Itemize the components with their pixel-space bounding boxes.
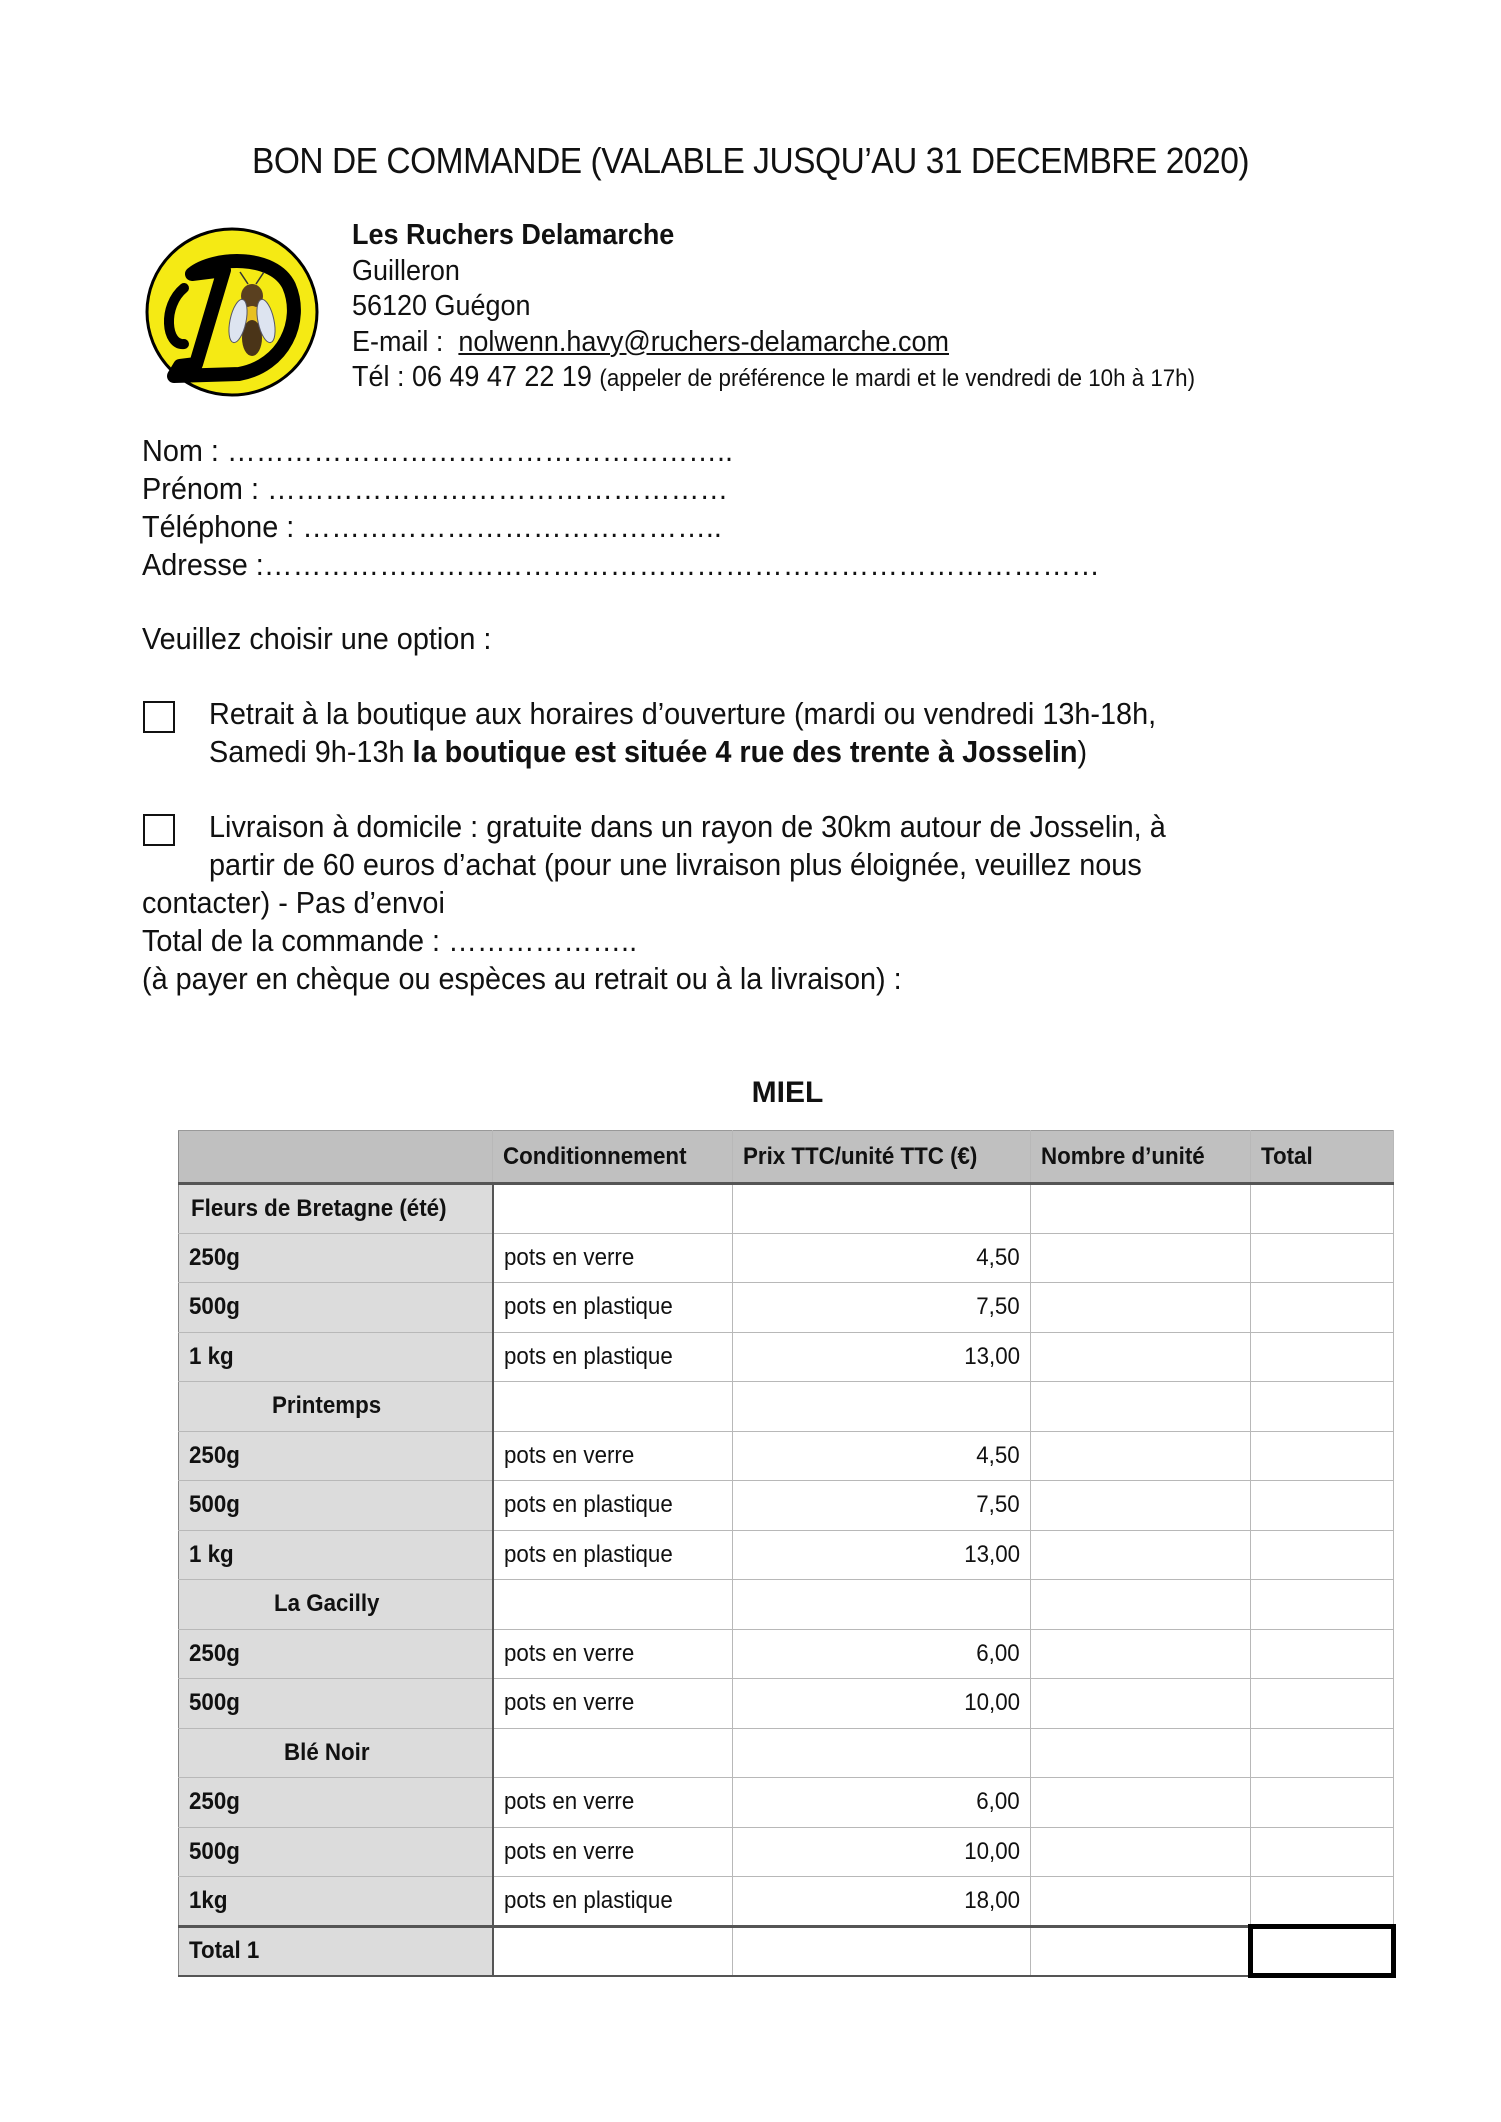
- cell-total[interactable]: [1251, 1580, 1394, 1630]
- cell-prix: 18,00: [733, 1877, 1031, 1927]
- cell-prix: 13,00: [733, 1332, 1031, 1382]
- cell-total[interactable]: [1251, 1728, 1394, 1778]
- field-adresse[interactable]: Adresse :……………………………………………………………………………: [142, 547, 1100, 582]
- table-row-category: [179, 1184, 1394, 1234]
- table-row-category: [179, 1728, 1394, 1778]
- cell-conditionnement: [493, 1184, 733, 1234]
- cell-total[interactable]: [1251, 1233, 1394, 1283]
- field-nom[interactable]: Nom : ……………………………………………..: [142, 433, 734, 468]
- table-row: [179, 1332, 1394, 1382]
- total-commande-field[interactable]: Total de la commande : ………………..: [142, 923, 638, 958]
- cell-nombre[interactable]: [1031, 1431, 1251, 1481]
- table-row: [179, 1877, 1394, 1927]
- table-row: [179, 1827, 1394, 1877]
- cell-conditionnement: pots en verre: [493, 1233, 733, 1283]
- cell-prix: 7,50: [733, 1283, 1031, 1333]
- cell-nombre[interactable]: [1031, 1679, 1251, 1729]
- row-label: Fleurs de Bretagne (été): [179, 1184, 493, 1234]
- section-title-miel: MIEL: [751, 1076, 824, 1109]
- phone-number: Tél : 06 49 47 22 19: [352, 361, 592, 393]
- cell-conditionnement: pots en verre: [493, 1629, 733, 1679]
- options-prompt: Veuillez choisir une option :: [142, 621, 492, 656]
- cell-total[interactable]: [1251, 1827, 1394, 1877]
- cell-prix: [733, 1184, 1031, 1234]
- email-label: E-mail :: [352, 325, 451, 358]
- cell-conditionnement: pots en verre: [493, 1679, 733, 1729]
- retrait-hours: Samedi 9h-13h: [209, 734, 413, 769]
- cell-nombre[interactable]: [1031, 1283, 1251, 1333]
- row-label: 1 kg: [179, 1530, 493, 1580]
- retrait-paren: ): [1077, 734, 1088, 769]
- email-link[interactable]: nolwenn.havy@ruchers-delamarche.com: [458, 325, 949, 358]
- livraison-line3: contacter) - Pas d’envoi: [142, 885, 445, 920]
- table-header-row: [179, 1131, 1394, 1184]
- retrait-line1: Retrait à la boutique aux horaires d’ouverture (mardi ou vendredi 13h-18h,: [209, 696, 1157, 731]
- table-row: [179, 1481, 1394, 1531]
- cell-prix: 10,00: [733, 1679, 1031, 1729]
- cell-conditionnement: [493, 1382, 733, 1432]
- header-product: [179, 1131, 493, 1184]
- cell-prix: [733, 1728, 1031, 1778]
- row-label: 500g: [179, 1827, 493, 1877]
- table-row-category: [179, 1580, 1394, 1630]
- cell-total[interactable]: [1251, 1431, 1394, 1481]
- cell-total[interactable]: [1251, 1481, 1394, 1531]
- cell-conditionnement: pots en plastique: [493, 1283, 733, 1333]
- retrait-checkbox[interactable]: [143, 701, 175, 733]
- row-label: 1kg: [179, 1877, 493, 1927]
- row-label: Blé Noir: [179, 1728, 493, 1778]
- row-label: 500g: [179, 1679, 493, 1729]
- email-line: [352, 325, 1195, 361]
- cell-total[interactable]: [1251, 1679, 1394, 1729]
- header-nombre: Nombre d’unité: [1031, 1131, 1251, 1184]
- cell-conditionnement: pots en plastique: [493, 1332, 733, 1382]
- cell-prix: 10,00: [733, 1827, 1031, 1877]
- document-title: BON DE COMMANDE (VALABLE JUSQU’AU 31 DECEMBRE 2020): [251, 140, 1250, 181]
- cell-total[interactable]: [1251, 1530, 1394, 1580]
- phone-note: (appeler de préférence le mardi et le vendredi de 10h à 17h): [599, 365, 1196, 392]
- cell-conditionnement: pots en plastique: [493, 1877, 733, 1927]
- cell-total[interactable]: [1251, 1184, 1394, 1234]
- table-row: [179, 1629, 1394, 1679]
- contact-block: [352, 218, 1195, 397]
- cell-prix: 7,50: [733, 1481, 1031, 1531]
- field-telephone[interactable]: Téléphone : ……………………………………..: [142, 509, 722, 544]
- cell-empty: [1031, 1926, 1251, 1976]
- cell-total[interactable]: [1251, 1332, 1394, 1382]
- payment-note: (à payer en chèque ou espèces au retrait ou à la livraison) :: [142, 961, 902, 996]
- table-row: [179, 1679, 1394, 1729]
- row-label: 500g: [179, 1283, 493, 1333]
- livraison-line2: partir de 60 euros d’achat (pour une livraison plus éloignée, veuillez nous: [209, 847, 1142, 882]
- row-label: Printemps: [179, 1382, 493, 1432]
- table-row: [179, 1778, 1394, 1828]
- cell-nombre[interactable]: [1031, 1877, 1251, 1927]
- cell-empty: [493, 1926, 733, 1976]
- cell-nombre[interactable]: [1031, 1332, 1251, 1382]
- address-line1: Guilleron: [352, 254, 460, 287]
- cell-nombre[interactable]: [1031, 1827, 1251, 1877]
- cell-conditionnement: pots en verre: [493, 1431, 733, 1481]
- header-conditionnement: Conditionnement: [493, 1131, 733, 1184]
- company-logo: [144, 226, 320, 398]
- cell-conditionnement: pots en plastique: [493, 1530, 733, 1580]
- row-label: 250g: [179, 1233, 493, 1283]
- cell-nombre[interactable]: [1031, 1530, 1251, 1580]
- cell-prix: [733, 1382, 1031, 1432]
- table-row: [179, 1283, 1394, 1333]
- retrait-line2: [209, 733, 1156, 771]
- header-total: Total: [1251, 1131, 1394, 1184]
- address-line2: 56120 Guégon: [352, 290, 531, 322]
- row-label: 500g: [179, 1481, 493, 1531]
- field-prenom[interactable]: Prénom : …………………………………………: [142, 471, 729, 506]
- phone-line: [352, 360, 1195, 397]
- cell-nombre[interactable]: [1031, 1580, 1251, 1630]
- table-row: [179, 1431, 1394, 1481]
- cell-prix: 6,00: [733, 1629, 1031, 1679]
- table-row: [179, 1233, 1394, 1283]
- cell-total[interactable]: [1251, 1283, 1394, 1333]
- total-1-value[interactable]: [1251, 1926, 1394, 1976]
- bee-icon: [144, 226, 320, 398]
- cell-conditionnement: [493, 1728, 733, 1778]
- cell-total[interactable]: [1251, 1382, 1394, 1432]
- total-label: Total 1: [179, 1926, 493, 1976]
- cell-prix: 4,50: [733, 1233, 1031, 1283]
- miel-order-table: [178, 1130, 1396, 1978]
- cell-total[interactable]: [1251, 1629, 1394, 1679]
- table-row: [179, 1530, 1394, 1580]
- boutique-address: la boutique est située 4 rue des trente à Josselin: [412, 734, 1078, 769]
- cell-empty: [733, 1926, 1031, 1976]
- cell-total[interactable]: [1251, 1778, 1394, 1828]
- row-label: 250g: [179, 1431, 493, 1481]
- table-row-category: [179, 1382, 1394, 1432]
- row-label: La Gacilly: [179, 1580, 493, 1630]
- table-total-row: [179, 1926, 1394, 1976]
- company-name: Les Ruchers Delamarche: [352, 219, 675, 251]
- cell-total[interactable]: [1251, 1877, 1394, 1927]
- customer-fields: [142, 432, 1100, 584]
- cell-nombre[interactable]: [1031, 1233, 1251, 1283]
- livraison-checkbox[interactable]: [143, 814, 175, 846]
- retrait-option-text: [209, 695, 1156, 771]
- cell-prix: [733, 1580, 1031, 1630]
- cell-nombre[interactable]: [1031, 1382, 1251, 1432]
- cell-nombre[interactable]: [1031, 1184, 1251, 1234]
- cell-nombre[interactable]: [1031, 1778, 1251, 1828]
- header-prix: Prix TTC/unité TTC (€): [733, 1131, 1031, 1184]
- row-label: 1 kg: [179, 1332, 493, 1382]
- cell-nombre[interactable]: [1031, 1728, 1251, 1778]
- livraison-line1: Livraison à domicile : gratuite dans un rayon de 30km autour de Josselin, à: [209, 809, 1166, 844]
- cell-conditionnement: pots en verre: [493, 1778, 733, 1828]
- row-label: 250g: [179, 1778, 493, 1828]
- cell-prix: 13,00: [733, 1530, 1031, 1580]
- cell-conditionnement: pots en verre: [493, 1827, 733, 1877]
- cell-conditionnement: pots en plastique: [493, 1481, 733, 1531]
- cell-nombre[interactable]: [1031, 1481, 1251, 1531]
- cell-conditionnement: [493, 1580, 733, 1630]
- cell-prix: 6,00: [733, 1778, 1031, 1828]
- cell-nombre[interactable]: [1031, 1629, 1251, 1679]
- cell-prix: 4,50: [733, 1431, 1031, 1481]
- row-label: 250g: [179, 1629, 493, 1679]
